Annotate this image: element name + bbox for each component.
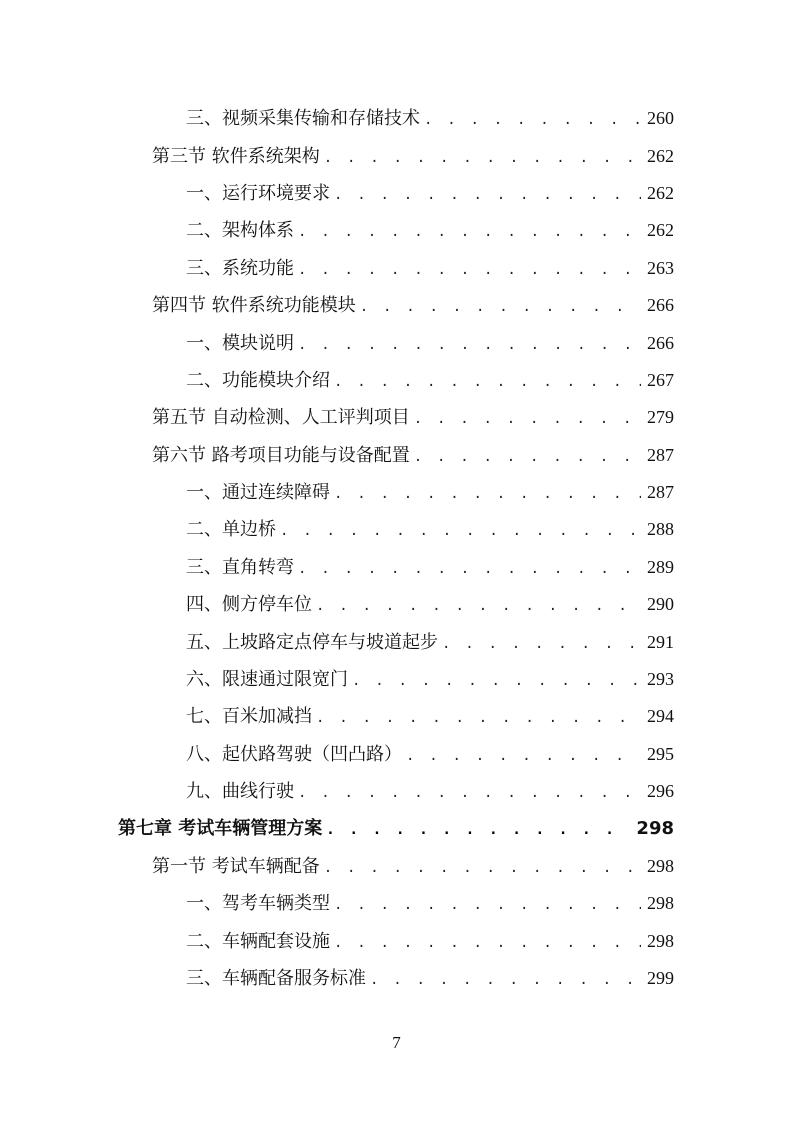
toc-entry[interactable] [0, 287, 793, 324]
toc-entry-page: 279 [647, 407, 674, 428]
toc-entry-page: 298 [647, 930, 674, 951]
toc-entry-page: 262 [647, 182, 674, 203]
toc-entry[interactable] [0, 960, 793, 997]
toc-entry-page: 290 [647, 594, 674, 615]
toc-leader-dots [360, 300, 641, 314]
toc-leader-dots [316, 711, 641, 725]
toc-leader-dots [298, 225, 641, 239]
toc-entry-title: 第三节 软件系统架构 [152, 145, 320, 167]
toc-entry-page: 267 [647, 369, 674, 390]
toc-entry-title: 第四节 软件系统功能模块 [152, 295, 356, 317]
toc-entry-title: 第七章 考试车辆管理方案 [118, 818, 323, 840]
toc-entry-page: 262 [647, 145, 674, 166]
toc-leader-dots [334, 487, 641, 501]
toc-entry[interactable] [0, 698, 793, 735]
toc-leader-dots [316, 599, 641, 613]
toc-entry[interactable] [0, 773, 793, 810]
toc-entry[interactable] [0, 250, 793, 287]
toc-entry-title: 三、车辆配备服务标准 [186, 968, 366, 990]
toc-entry[interactable] [0, 661, 793, 698]
toc-entry-page: 296 [647, 781, 674, 802]
toc-entry-page: 295 [647, 743, 674, 764]
toc-entry-title: 六、限速通过限宽门 [186, 669, 348, 691]
toc-entry-title: 四、侧方停车位 [186, 594, 312, 616]
toc-leader-dots [326, 823, 630, 837]
toc-leader-dots [334, 936, 641, 950]
toc-leader-dots [352, 674, 641, 688]
toc-entry-page: 298 [647, 856, 674, 876]
toc-entry[interactable] [0, 623, 793, 660]
toc-leader-dots [298, 263, 641, 277]
toc-entry[interactable] [0, 736, 793, 773]
toc-entry[interactable] [0, 474, 793, 511]
toc-entry-page: 298 [647, 893, 674, 914]
toc-entry-title: 三、系统功能 [186, 257, 294, 279]
toc-leader-dots [334, 375, 641, 389]
toc-entry-title: 二、架构体系 [186, 220, 294, 242]
toc-leader-dots [298, 786, 641, 800]
page-number: 7 [392, 1033, 401, 1052]
toc-entry-title: 二、功能模块介绍 [186, 369, 330, 391]
toc-entry-page: 288 [647, 519, 674, 540]
toc-entry-title: 七、百米加减挡 [186, 706, 312, 728]
toc-entry[interactable] [0, 885, 793, 922]
toc-entry[interactable] [0, 399, 793, 436]
toc-leader-dots [370, 973, 641, 987]
toc-entry-page: 263 [647, 257, 674, 278]
toc-entry-title: 一、模块说明 [186, 332, 294, 354]
toc-entry-page: 266 [647, 332, 674, 353]
toc-leader-dots [298, 562, 641, 576]
toc-entry[interactable] [0, 848, 793, 885]
toc-entry[interactable] [0, 175, 793, 212]
toc-entry-page: 287 [647, 482, 674, 503]
toc-entry[interactable] [0, 362, 793, 399]
toc-entry[interactable] [0, 586, 793, 623]
toc-entry-page: 294 [647, 706, 674, 727]
toc-entry[interactable] [0, 923, 793, 960]
toc-entry[interactable] [0, 437, 793, 474]
toc-entry-title: 一、运行环境要求 [186, 182, 330, 204]
toc-entry-title: 八、起伏路驾驶（凹凸路） [186, 743, 402, 765]
toc-leader-dots [280, 524, 641, 538]
toc-entry[interactable] [0, 324, 793, 361]
toc-entry-page: 291 [647, 631, 674, 652]
toc-entry-page: 260 [647, 108, 674, 129]
toc-entry-title: 一、通过连续障碍 [186, 482, 330, 504]
toc-entry-page: 262 [647, 220, 674, 241]
toc-leader-dots [442, 637, 641, 651]
toc-leader-dots [298, 338, 641, 352]
toc-entry-page: 287 [647, 444, 674, 465]
toc-entry[interactable] [0, 100, 793, 137]
toc-entry[interactable] [0, 212, 793, 249]
toc-entry[interactable] [0, 137, 793, 174]
toc-entry-title: 二、单边桥 [186, 519, 276, 541]
toc-entry-title: 第五节 自动检测、人工评判项目 [152, 407, 410, 429]
toc-entry-page: 293 [647, 669, 674, 690]
toc-leader-dots [334, 188, 641, 202]
toc-entry-title: 九、曲线行驶 [186, 781, 294, 803]
toc-entry[interactable] [0, 549, 793, 586]
toc-leader-dots [324, 151, 641, 165]
toc-entry-title: 三、视频采集传输和存储技术 [186, 108, 420, 130]
toc-entry-title: 二、车辆配套设施 [186, 930, 330, 952]
table-of-contents [0, 100, 793, 997]
toc-entry[interactable] [0, 511, 793, 548]
toc-entry-page: 299 [647, 968, 674, 989]
toc-leader-dots [414, 412, 641, 426]
toc-entry-title: 三、直角转弯 [186, 556, 294, 578]
toc-entry-title: 五、上坡路定点停车与坡道起步 [186, 631, 438, 653]
toc-leader-dots [424, 113, 641, 127]
toc-leader-dots [334, 898, 641, 912]
toc-entry-title: 第六节 路考项目功能与设备配置 [152, 444, 410, 466]
toc-entry-page: 298 [636, 818, 674, 840]
toc-leader-dots [414, 450, 641, 464]
toc-entry-title: 一、驾考车辆类型 [186, 893, 330, 915]
toc-entry-page: 289 [647, 556, 674, 577]
toc-entry-title: 第一节 考试车辆配备 [152, 856, 320, 877]
toc-leader-dots [324, 861, 641, 875]
toc-entry-page: 266 [647, 295, 674, 316]
toc-entry[interactable] [0, 810, 793, 847]
toc-leader-dots [406, 749, 641, 763]
